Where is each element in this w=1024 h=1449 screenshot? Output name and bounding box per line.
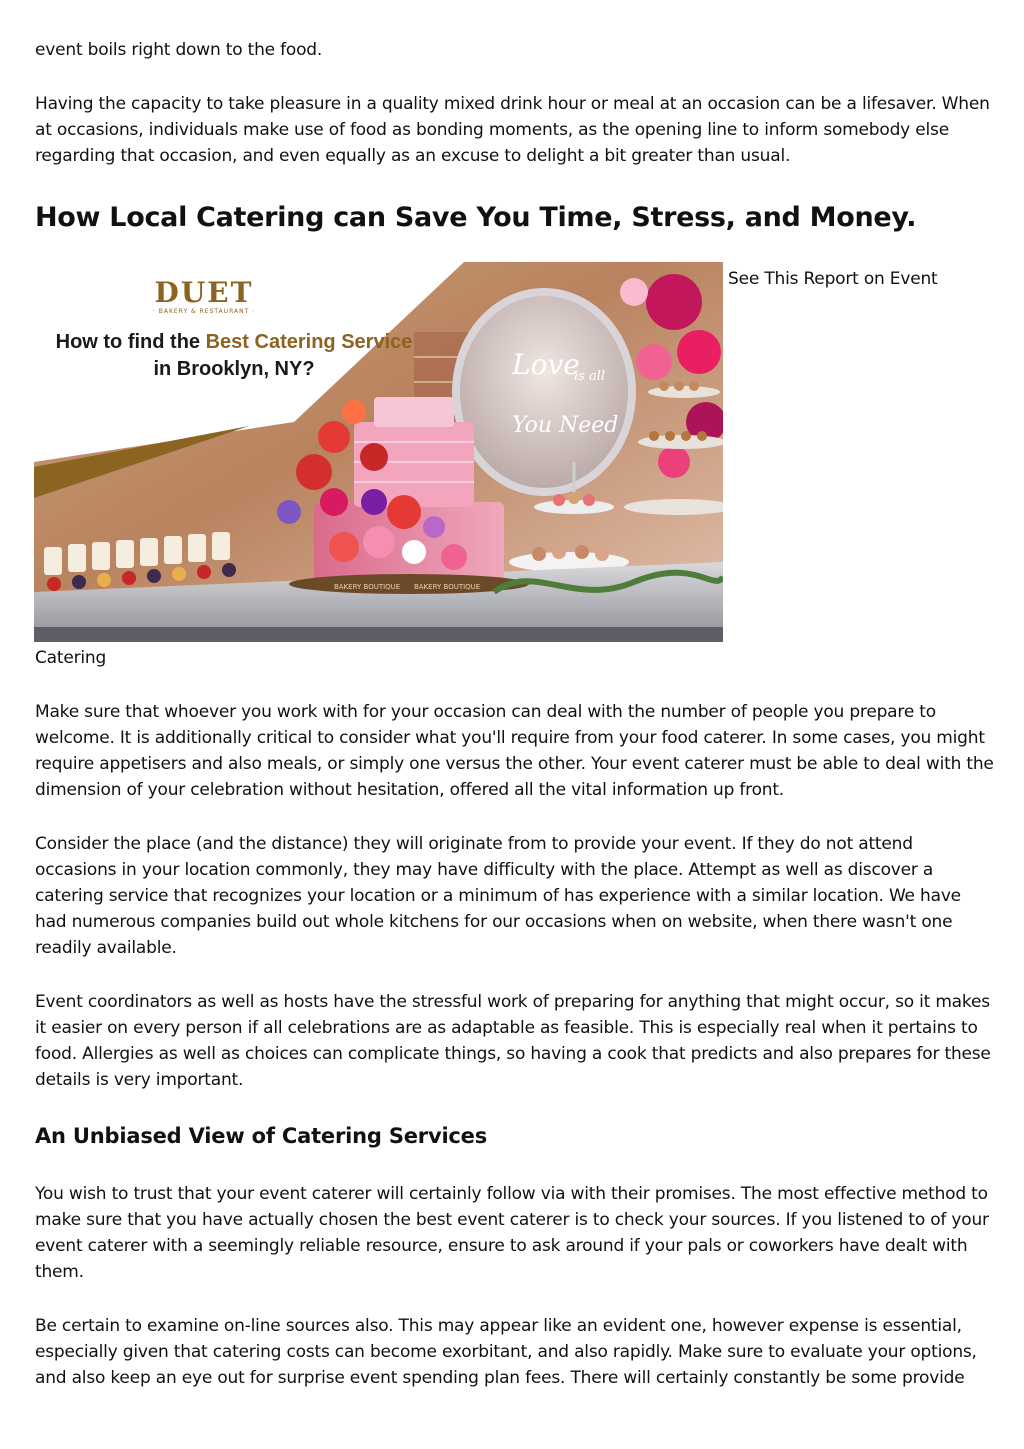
banner-title-line-2: in Brooklyn, NY? [153,358,315,380]
intro-fragment: event boils right down to the food. [35,40,323,60]
banner-illustration [34,262,723,642]
side-report-text: See This Report on Event [728,269,938,289]
mirror-word-3: You Need [512,413,619,438]
banner-title-accent: Best Catering Service [205,331,413,353]
paragraph-place: Consider the place (and the distance) they will originate from to provide your event. If they do not attend occasions in your location commonly, they may have difficulty with the place. Attempt as well as discover a catering service that recognizes your location or a minimum of has experience with a similar location. We have had numerous companies build out whole kitchens for our occasions when on website, when there wasn't one readily available. [35,834,961,958]
paragraph-online: Be certain to examine on-line sources also. This may appear like an evident one, however expense is essential, especially given that catering costs can become exorbitant, and also rapidly. Make sure to evaluate your options, and also keep an eye out for surprise event spending plan fees. There will certainly constantly be some provide [35,1316,977,1388]
decorative-mirror [456,292,632,492]
paragraph-guests: Make sure that whoever you work with for your occasion can deal with the number of people you prepare to welcome. It is additionally critical to consider what you'll require from your food caterer. In some cases, you might require appetisers and also meals, or simply one versus the other. Your event caterer must be able to deal with the dimension of your celebration without hesitation, offered all the vital information up front. [35,702,994,800]
sub-heading: An Unbiased View of Catering Services [35,1124,488,1148]
paragraph-trust: You wish to trust that your event caterer will certainly follow via with their promises. The most effective method to make sure that you have actually chosen the best event caterer is to check your sources. If you listened to of your event caterer with a seemingly reliable resource, ensure to ask around if your pals or coworkers have dealt with them. [35,1184,989,1282]
table-edge [34,627,723,642]
main-heading: How Local Catering can Save You Time, Stress, and Money. [35,202,917,233]
image-caption: Catering [35,648,107,668]
duet-logo-subtitle: · BAKERY & RESTAURANT · [152,308,256,315]
banner-title-plain: How to find the [55,331,206,353]
duet-logo: DUET [154,276,254,309]
mirror-word-1: Love [512,348,580,381]
paragraph-coordinators: Event coordinators as well as hosts have the stressful work of preparing for anything that might occur, so it makes it easier on every person if all celebrations are as adaptable as feasible. This is especially real when it pertains to food. Allergies as well as choices can complicate things, so having a cook that predicts and also prepares for these details is very important. [35,992,991,1090]
banner-title-line-1 [56,331,413,353]
cake-board-label-1: BAKERY BOUTIQUE [334,583,401,591]
mirror-word-2: is all [574,369,606,384]
paragraph-drinks: Having the capacity to take pleasure in a quality mixed drink hour or meal at an occasion can be a lifesaver. When at occasions, individuals make use of food as bonding moments, as the opening line to inform somebody else regarding that occasion, and even equally as an excuse to delight a bit greater than usual. [35,94,990,166]
cake-board-label-2: BAKERY BOUTIQUE [414,583,481,591]
catering-banner-image [34,262,723,642]
